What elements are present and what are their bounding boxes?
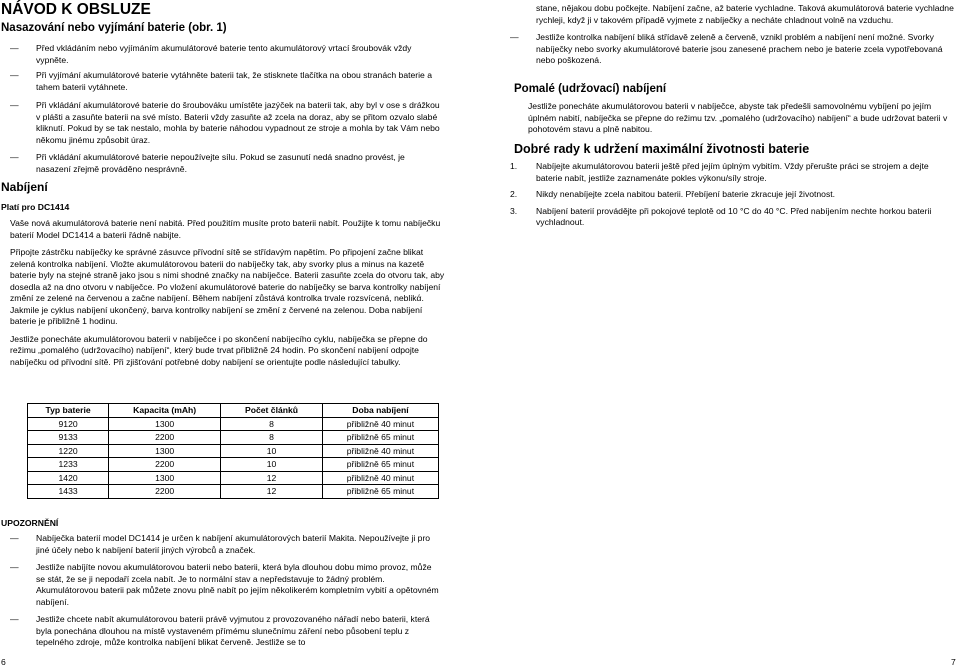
page-number-right: 7 [951,657,956,667]
col-header-type: Typ baterie [28,404,109,418]
section-heading-slow-charge: Pomalé (udržovací) nabíjení [514,83,667,95]
list-item: — Při vkládání akumulátorové baterie nepoužívejte sílu. Pokud se zasunutí nedá snadno provést, je nasazení zřejmě prováděno nesprávně. [10,152,405,174]
paragraph: Vaše nová akumulátorová baterie není nabitá. Před použitím musíte proto baterii nabít. Použijte k tomu nabíječku baterií Model DC1414 a baterii řádně nabijte. [10,218,441,240]
battery-life-list [500,161,955,235]
intro-list [0,43,440,181]
table-row: 1220 1300 10 přibližně 40 minut [28,444,439,458]
list-item: 1. Nabíjejte akumulátorovou baterii ještě před jejím úplným vybitím. Vždy přerušte práci se strojem a dejte baterie nabít, jestliže zaznamenáte pokles výkonu/síly stroje. [510,161,929,183]
battery-table [27,403,439,499]
manual-title: NÁVOD K OBSLUZE [1,1,151,18]
warning-list [0,533,440,655]
paragraph: stane, nějakou dobu počkejte. Nabíjení začne, až baterie vychladne. Taková akumulátorová baterie vychladne rychleji, když ji v takovém případě vyjmete z nabíječky a necháte chladnout volně na vzduchu. [536,3,954,25]
charging-text [10,218,450,368]
warning-heading: UPOZORNĚNÍ [1,518,59,528]
list-item: — Před vkládáním nebo vyjímáním akumulátorové baterie tento akumulátorový vrtací šroubovák vždy vypněte. [10,43,412,65]
valid-for-label: Platí pro DC1414 [1,202,70,212]
right-column [500,3,955,73]
list-item: — Jestliže chcete nabít akumulátorovou baterii právě vyjmutou z provozovaného nářadí nebo baterii, která byla ponechána dlouhou na místě vystaveném přímému slunečnímu záření nebo působení teplu z tepelného zdroje, může kontrolka nabíjení blikat červeně. Jestliže se to [10,614,430,647]
table-row: 1420 1300 12 přibližně 40 minut [28,471,439,485]
section-heading-battery: Nasazování nebo vyjímání baterie (obr. 1) [1,22,227,34]
list-item: — Jestliže kontrolka nabíjení bliká střídavě zeleně a červeně, vznikl problém a nabíjení není možné. Svorky nabíječky nebo svorky akumulátorové baterie jsou zanesené prachem nebo je baterie zcela vypotřebovaná nebo poškozená. [510,32,943,65]
page-number-left: 6 [1,657,6,667]
col-header-capacity: Kapacita (mAh) [109,404,221,418]
paragraph: Jestliže ponecháte akumulátorovou baterii v nabíječce i po skončení nabíjecího cyklu, nabíječka se přepne do režimu „pomalého (udržovacího) nabíjení“, který bude trvat přibližně 24 hodin. Po skončení nabíjení odpojte nabíječku od přívodní sítě. Při zjišťování potřebné doby nabíjení se orientujte podle následující tabulky. [10,333,428,367]
section-heading-battery-life: Dobré rady k udržení maximální životnosti baterie [514,142,810,156]
paragraph: Jestliže ponecháte akumulátorovou baterii v nabíječce, abyste tak předešli samovolnému vybíjení po jejím úplném nabití, nabíječka se přepne do režimu tzv. „pomalého (udržovacího) nabíjení“ a bude udržovat baterii v pohotovém stavu a plně nabitou. [528,101,948,134]
list-item: — Jestliže nabíjíte novou akumulátorovou baterii nebo baterii, která byla dlouhou dobu mimo provoz, může se stát, že se ji nepodaří zcela nabít. Je to normální stav a nepředstavuje to žádný problém. Akumulátorovou baterii pak můžete znovu plně nabít po jejím několikerém kompletním vybití a opětovném nabíjení. [10,562,439,607]
col-header-time: Doba nabíjení [322,404,438,418]
section-heading-charging: Nabíjení [1,180,48,194]
table-row: 9120 1300 8 přibližně 40 minut [28,417,439,431]
table-row: 1433 2200 12 přibližně 65 minut [28,485,439,499]
col-header-cells: Počet článků [221,404,323,418]
list-item: 3. Nabíjení baterií provádějte při pokojové teplotě od 10 °C do 40 °C. Před nabíjením nechte horkou baterii vychladnout. [510,205,932,227]
list-item: — Při vkládání akumulátorové baterie do šroubováku umístěte jazýček na baterii tak, aby byl v ose s drážkou v plášti a zasuňte baterii na své místo. Baterii vždy zasuňte až zcela na doraz, aby se přitom ozvalo slabé kliknutí. Pokud by se tak nestalo, mohla by baterie náhodou vypadnout ze stroje a mohla by tak Vám nebo někomu jinému způsobit úraz. [10,100,440,145]
list-item: — Při vyjímání akumulátorové baterie vytáhněte baterii tak, že stisknete tlačítka na obou stranách baterie a tahem baterii vytáhnete. [10,70,433,92]
list-item: — Nabíječka baterií model DC1414 je určen k nabíjení akumulátorových baterií Makita. Nepoužívejte ji pro jiné účely nebo k nabíjení baterií jiných výrobců a značek. [10,533,431,555]
table-header-row [28,404,439,418]
table-row: 9133 2200 8 přibližně 65 minut [28,431,439,445]
paragraph: Připojte zástrčku nabíječky ke správné zásuvce přívodní sítě se střídavým napětím. Po připojení začne blikat zelená kontrolka nabíjení. Vložte akumulátorovou baterii do nabíječky tak, aby svorky plus a minus na kazetě baterie byly na stejné straně jako jsou s nimi shodné značky na nabíječce. Baterii zasuňte zcela do otvoru tak, aby dosedla až na dno otvoru v nabíječce. Po vložení akumulátorové baterie do nabíječky se barva kontrolky nabíjení změní ze zelené na červenou a začne nabíjení. Během nabíjení zůstává kontrolka trvale rozsvícená, neblikά. Jakmile je cyklus nabíjení ukončený, barva kontrolky nabíjení se změní z červené na zelenou. Doba nabíjení baterie je přibližně 1 hodinu. [10,247,445,326]
list-item: 2. Nikdy nenabíjejte zcela nabitou baterii. Přebíjení baterie zkracuje její životnost. [510,189,836,199]
table-row: 1233 2200 10 přibližně 65 minut [28,458,439,472]
